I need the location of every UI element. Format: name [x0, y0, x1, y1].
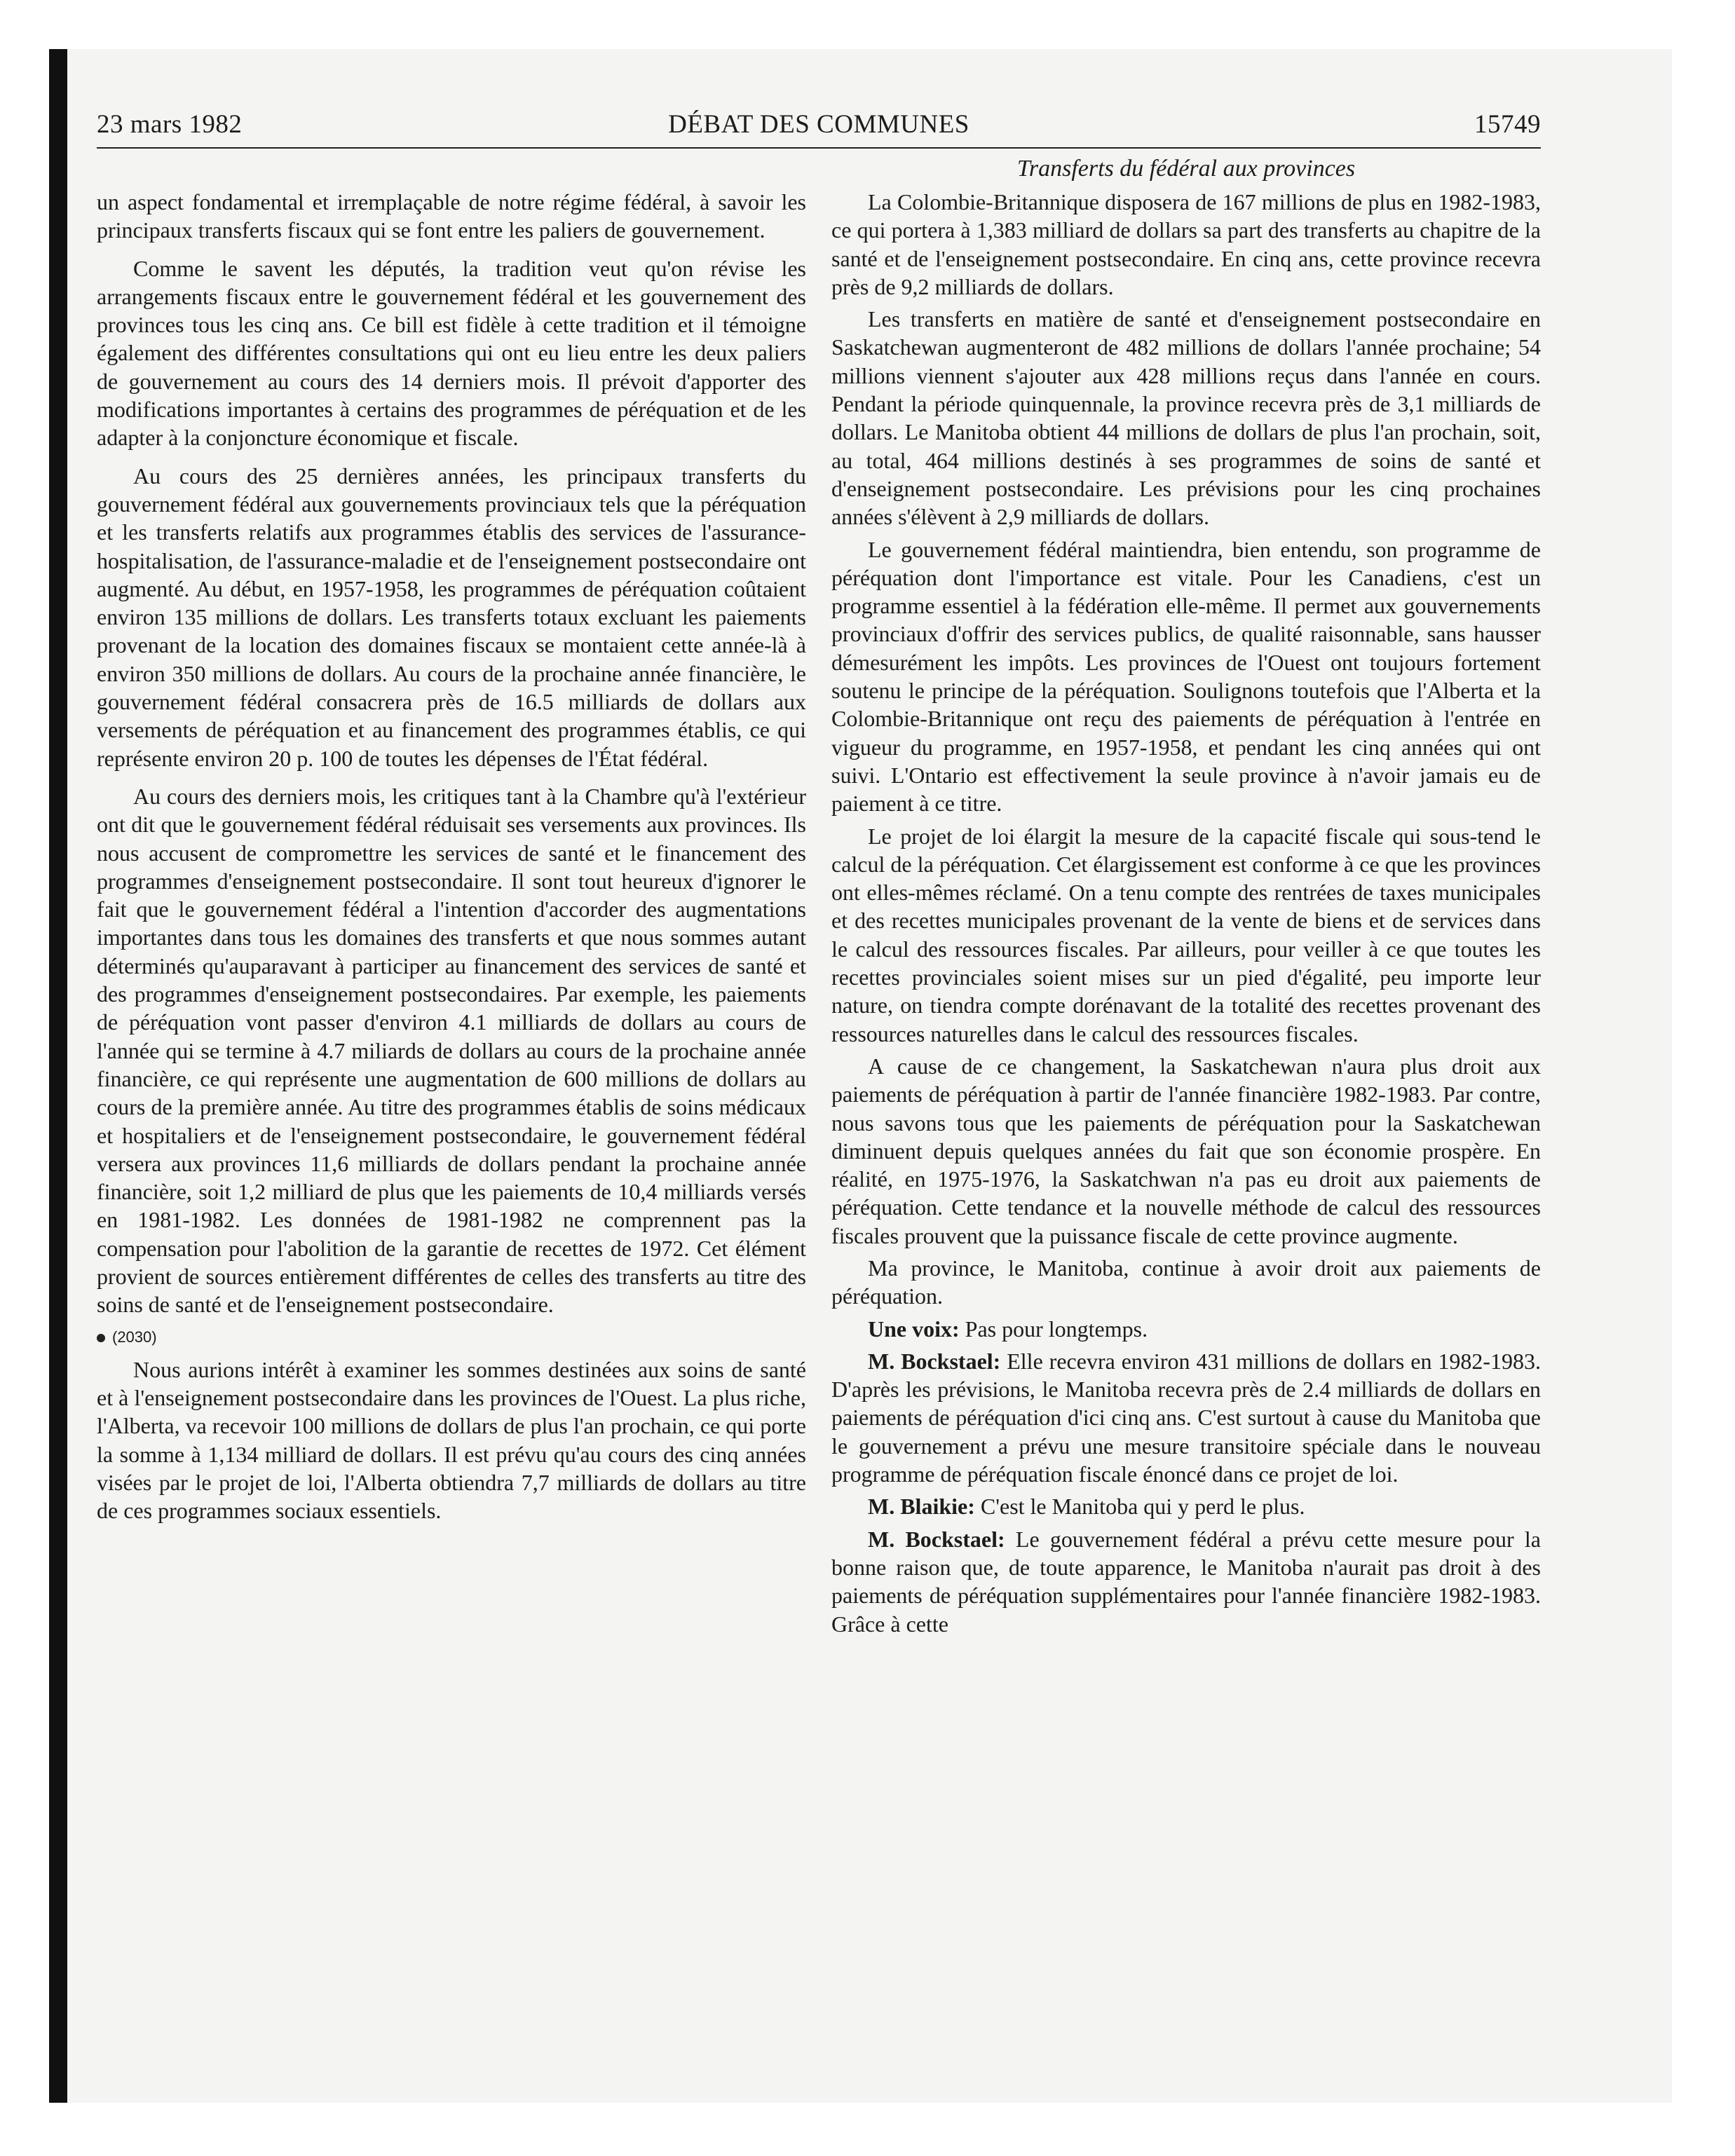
- paragraph: Ma province, le Manitoba, continue à avoir droit aux paiements de péréquation.: [831, 1255, 1541, 1309]
- speech-text: Elle recevra environ 431 millions de dollars en 1982-1983. D'après les prévisions, le Manitoba recevra près de 2.4 milliards de dollars en paiements de péréquation d'ici cinq ans. C'est surtout à cause du Manitoba que le gouvernement a prévu une mesure transitoire spéciale dans le nouveau programme de péréquation fiscale énoncé dans ce projet de loi.: [831, 1348, 1542, 1487]
- speech: [831, 1525, 1541, 1638]
- speech-text: C'est le Manitoba qui y perd le plus.: [974, 1494, 1305, 1520]
- header-title: DÉBAT DES COMMUNES: [668, 110, 969, 139]
- paragraph: Au cours des derniers mois, les critiques tant à la Chambre qu'à l'extérieur ont dit que le gouvernement fédéral réduisait ses versements aux provinces. Ils nous accusent de compromettre les services de santé et le financement des programmes d'enseignement postsecondaire. Il sont tout heureux d'ignorer le fait que le gouvernement fédéral a l'intention d'accorder des augmentations importantes dans tous les domaines des transferts et que nous sommes autant déterminés qu'auparavant à participer au financement des services de santé et des programmes d'enseignement postsecondaires. Par exemple, les paiements de péréquation vont passer d'environ 4.1 milliards de dollars au cours de l'année qui se termine à 4.7 miliards de dollars au cours de la prochaine année financière, ce qui représente une augmentation de 600 millions de dollars au cours de la première année. Au titre des programmes établis de soins médicaux et hospitaliers et de l'enseignement postsecondaire, le gouvernement fédéral versera aux provinces 11,6 milliards de dollars pendant la prochaine année financière, soit 1,2 milliard de plus que les paiements de 10,4 milliards versés en 1981-1982. Les données de 1981-1982 ne comprennent pas la compensation pour l'abolition de la garantie de recettes de 1972. Cet élément provient de sources entièrement différentes de celles des transferts au titre des soins de santé et de l'enseignement postsecondaire.: [97, 783, 806, 1318]
- speaker-name: M. Blaikie:: [868, 1494, 975, 1520]
- paragraph: Au cours des 25 dernières années, les principaux transferts du gouvernement fédéral aux gouvernements provinciaux tels que la péréquation et les transferts relatifs aux programmes établis des services de l'assurance-hospitalisation, de l'assurance-maladie et de l'enseignement postsecondaire ont augmenté. Au début, en 1957-1958, les programmes de péréquation coûtaient environ 135 millions de dollars. Les transferts totaux excluant les paiements provenant de la location des domaines fiscaux se montaient cette année-là à environ 350 millions de dollars. Au cours de la prochaine année financière, le gouvernement fédéral consacrera près de 16.5 milliards de dollars aux versements de péréquation et au financement des programmes établis, ce qui représente environ 20 p. 100 de toutes les dépenses de l'État fédéral.: [97, 463, 806, 771]
- bullet-icon: [97, 1334, 105, 1342]
- speaker-name: Une voix:: [868, 1316, 960, 1342]
- paragraph: Le projet de loi élargit la mesure de la capacité fiscale qui sous-tend le calcul de la péréquation. Cet élargissement est conforme à ce que les provinces ont elles-mêmes réclamé. On a tenu compte des rentrées de taxes municipales et des recettes municipales provenant de la vente de biens et de services dans le calcul des ressources fiscales. Par ailleurs, pour veiller à ce que toutes les recettes provinciales soient mises sur un pied d'égalité, peu importe leur nature, on tiendra compte dorénavant de la totalité des recettes provenant des ressources naturelles dans le calcul des ressources fiscales.: [831, 823, 1541, 1046]
- scan-black-edge: [49, 49, 67, 2103]
- speech-text: Le gouvernement fédéral a prévu cette mesure pour la bonne raison que, de toute apparence, le Manitoba n'aurait pas droit à des paiements de péréquation supplémentaires pour l'année financière 1982-1983. Grâce à cette: [831, 1526, 1542, 1637]
- speech-text: Pas pour longtemps.: [959, 1316, 1148, 1342]
- speech: [831, 1315, 1541, 1343]
- paragraph: un aspect fondamental et irremplaçable de notre régime fédéral, à savoir les principaux transferts fiscaux qui se font entre les paliers de gouvernement.: [97, 189, 806, 243]
- running-subheading: Transferts du fédéral aux provinces: [1016, 156, 1356, 182]
- paragraph: Nous aurions intérêt à examiner les sommes destinées aux soins de santé et à l'enseignement postsecondaire dans les provinces de l'Ouest. La plus riche, l'Alberta, va recevoir 100 millions de dollars de plus l'an prochain, ce qui porte la somme à 1,134 milliard de dollars. Il est prévu qu'au cours des cinq années visées par le projet de loi, l'Alberta obtiendra 7,7 milliards de dollars au titre de ces programmes sociaux essentiels.: [97, 1356, 806, 1524]
- speaker-name: M. Bockstael:: [868, 1348, 1001, 1374]
- paragraph: Les transferts en matière de santé et d'enseignement postsecondaire en Saskatchewan augmenteront de 482 millions de dollars l'année prochaine; 54 millions viennent s'ajouter aux 428 millions reçus dans l'année en cours. Pendant la période quinquennale, la province recevra près de 3,1 milliards de dollars. Le Manitoba obtient 44 millions de dollars de plus l'an prochain, soit, au total, 464 millions destinés à ses programmes de soins de santé et d'enseignement postsecondaire. Les prévisions pour les cinq prochaines années s'élèvent à 2,9 milliards de dollars.: [831, 306, 1541, 530]
- paragraph: La Colombie-Britannique disposera de 167 millions de plus en 1982-1983, ce qui portera à 1,383 milliard de dollars sa part des transferts au chapitre de la santé et de l'enseignement postsecondaire. En cinq ans, cette province recevra près de 9,2 milliards de dollars.: [831, 189, 1541, 299]
- paragraph: Le gouvernement fédéral maintiendra, bien entendu, son programme de péréquation dont l'importance est vitale. Pour les Canadiens, c'est un programme essentiel à la fédération elle-même. Il permet aux gouvernements provinciaux d'offrir des services publics, de qualité raisonnable, sans hausser démesurément les impôts. Les provinces de l'Ouest ont toujours fortement soutenu le principe de la péréquation. Soulignons toutefois que l'Alberta et la Colombie-Britannique ont reçu des paiements de péréquation à l'entrée en vigueur du programme, en 1957-1958, et pendant les cinq années qui ont suivi. L'Ontario est effectivement la seule province à n'avoir jamais eu de paiement à ce titre.: [831, 536, 1541, 817]
- speech: [831, 1347, 1541, 1488]
- speaker-name: M. Bockstael:: [868, 1526, 1005, 1552]
- left-column: [97, 188, 806, 1529]
- speech: [831, 1492, 1541, 1520]
- paragraph: Comme le savent les députés, la tradition veut qu'on révise les arrangements fiscaux entre le gouvernement fédéral et les gouvernement des provinces tous les cinq ans. Ce bill est fidèle à cette tradition et il témoigne également des différentes consultations qui ont eu lieu entre les deux paliers de gouvernement au cours des 14 derniers mois. Il prévoit d'apporter des modifications importantes à certains des programmes de péréquation et de les adapter à la conjoncture économique et fiscale.: [97, 255, 806, 451]
- time-marker-text: (2030): [112, 1328, 157, 1346]
- header-date: 23 mars 1982: [97, 110, 243, 139]
- time-marker: [97, 1323, 806, 1351]
- header-page-number: 15749: [1474, 110, 1541, 139]
- right-column: [831, 188, 1541, 1642]
- paragraph: A cause de ce changement, la Saskatchewan n'aura plus droit aux paiements de péréquation à partir de l'année financière 1982-1983. Par contre, nous savons tous que les paiements de péréquation pour la Saskatchewan diminuent depuis quelques années du fait que son économie prospère. En réalité, en 1975-1976, la Saskatchwan n'a pas eu droit aux paiements de péréquation. Cette tendance et la nouvelle méthode de calcul des ressources fiscales prouvent que la puissance fiscale de cette province augmente.: [831, 1053, 1541, 1248]
- page-header: [97, 105, 1541, 149]
